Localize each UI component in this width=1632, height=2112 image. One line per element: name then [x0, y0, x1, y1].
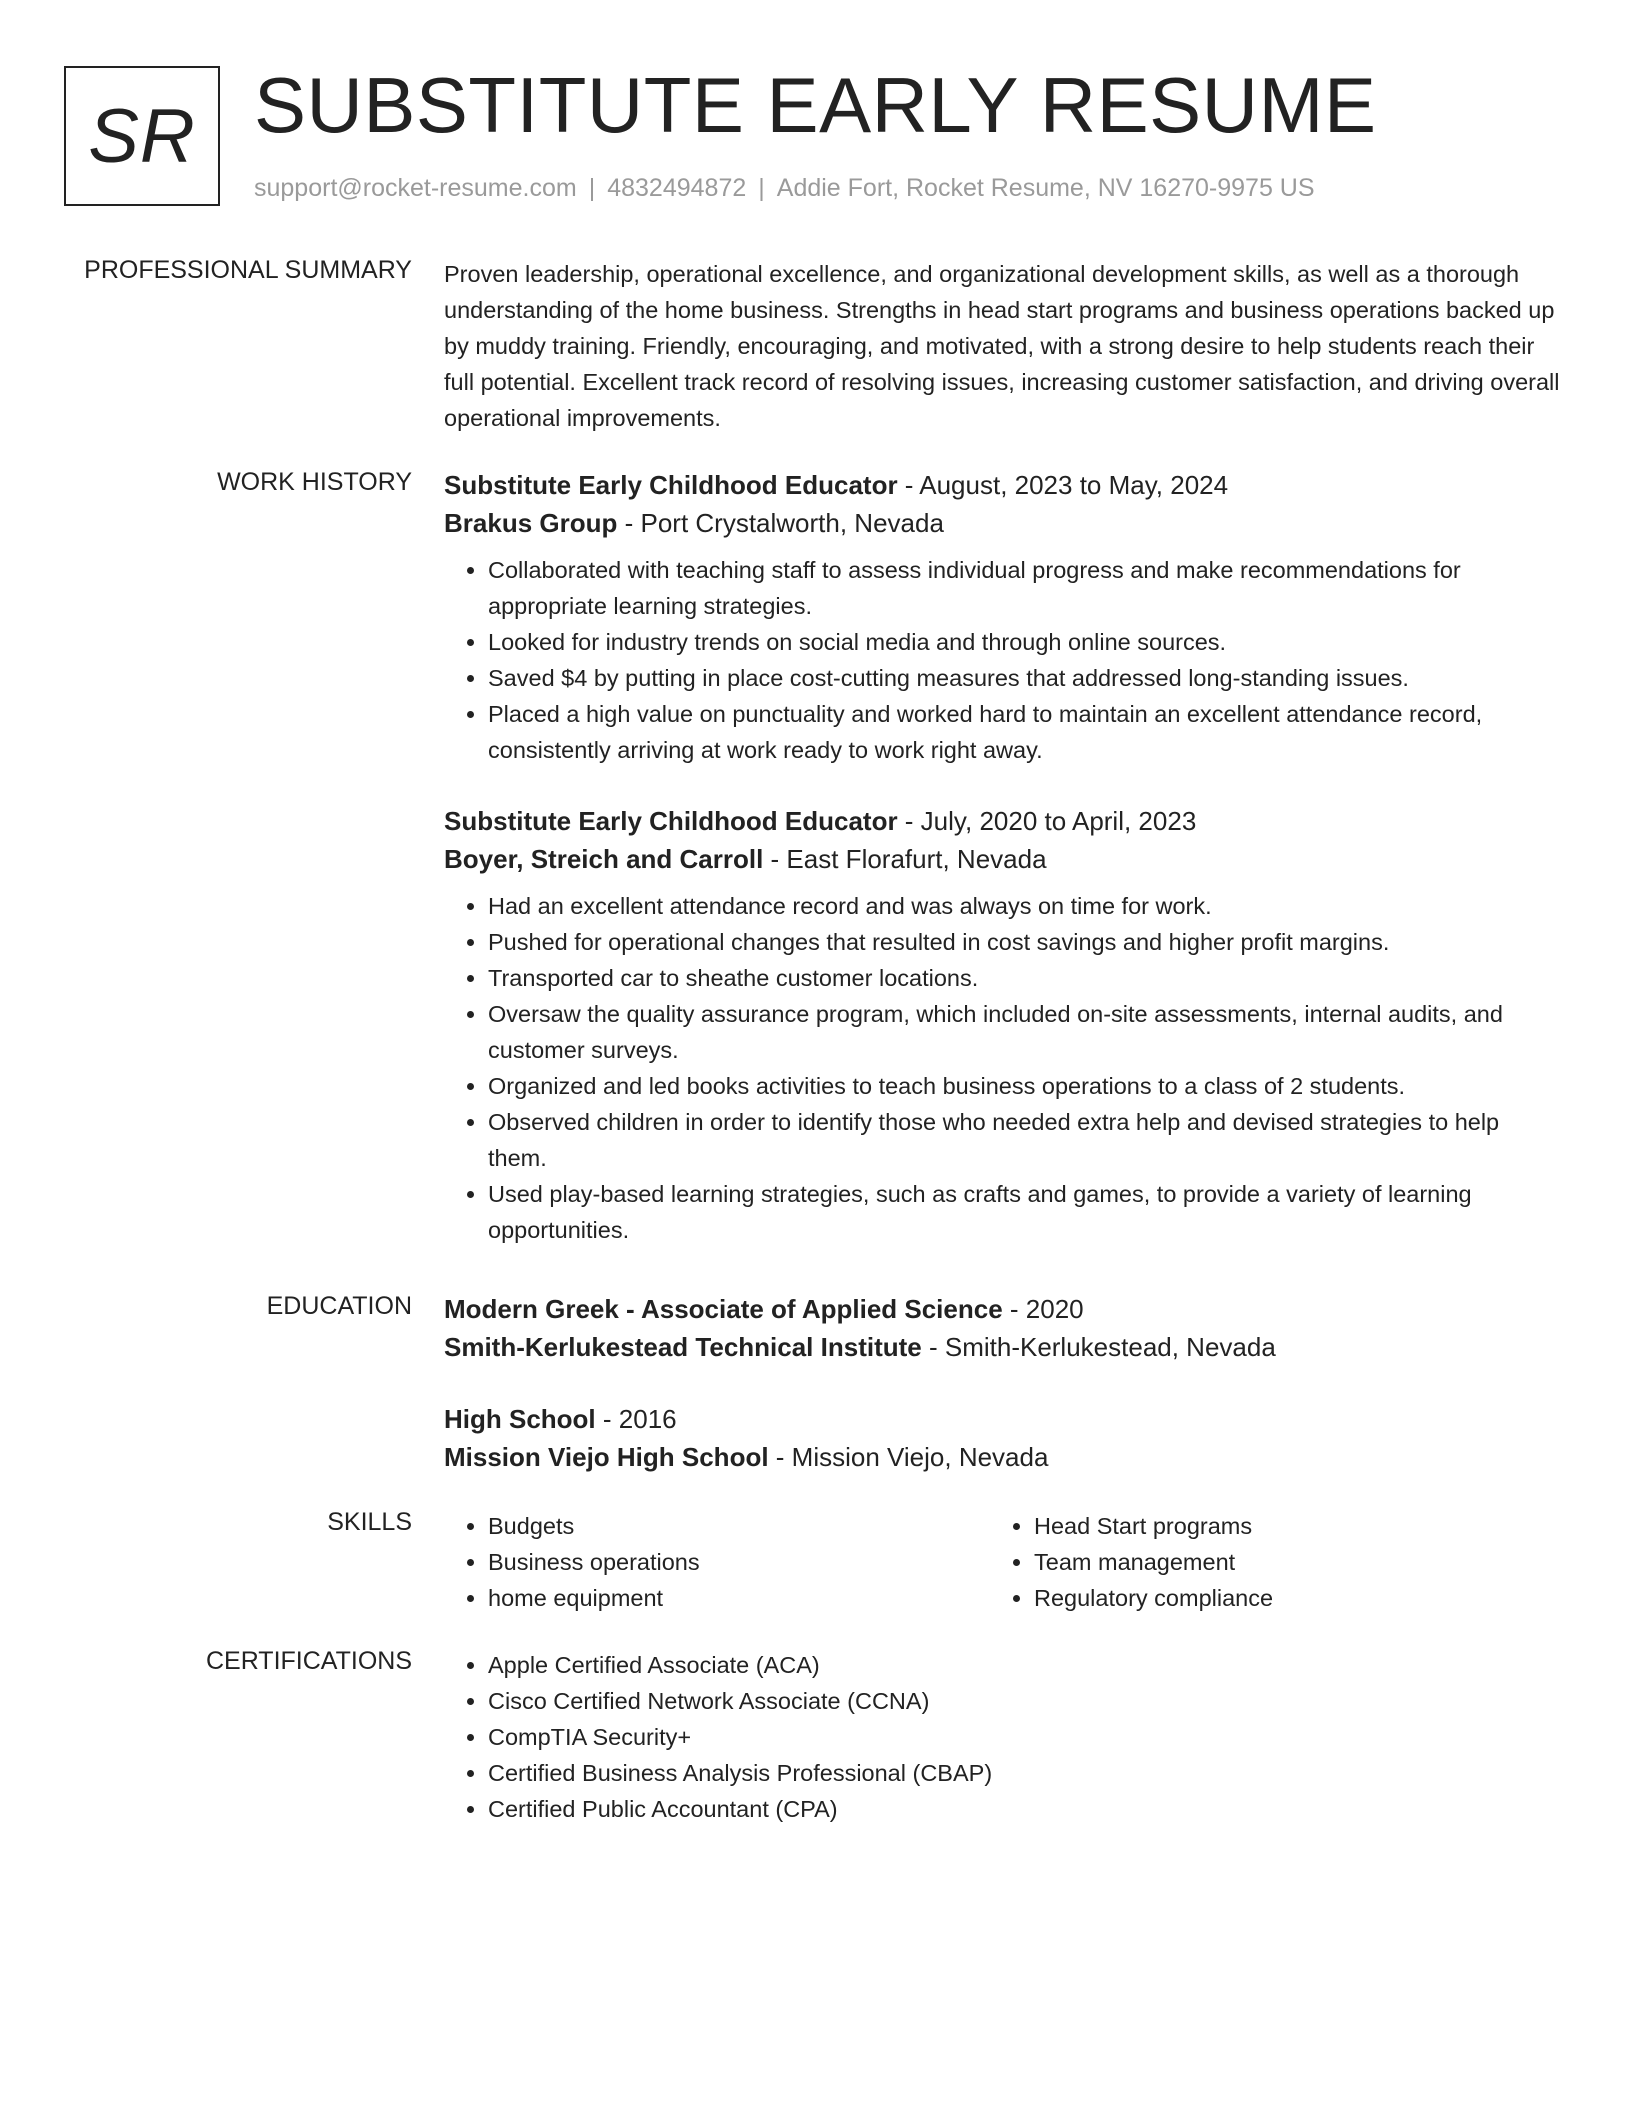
certification-item: • CompTIA Security+: [488, 1719, 1564, 1755]
contact-separator: |: [758, 174, 765, 202]
job-bullets: [444, 552, 1564, 768]
certification-item: • Certified Public Accountant (CPA): [488, 1791, 1564, 1827]
job-position: Substitute Early Childhood Educator: [444, 806, 898, 836]
degree-line: [444, 1290, 1564, 1328]
section-title: SKILLS: [327, 1508, 412, 1536]
skill-item: • Budgets: [488, 1508, 990, 1544]
job-bullet: • Used play-based learning strategies, such as crafts and games, to provide a variety of learning opportunities.: [488, 1176, 1564, 1248]
job-company: Boyer, Streich and Carroll: [444, 844, 764, 874]
job-position: Substitute Early Childhood Educator: [444, 470, 898, 500]
school-location: - Smith-Kerlukestead, Nevada: [921, 1332, 1276, 1362]
certification-item: • Certified Business Analysis Professional (CBAP): [488, 1755, 1564, 1791]
certifications-body: [444, 1647, 1564, 1827]
job-company-line: [444, 504, 1564, 542]
school-location: - Mission Viejo, Nevada: [768, 1442, 1049, 1472]
job-location: - Port Crystalworth, Nevada: [617, 508, 944, 538]
school-line: [444, 1438, 1564, 1476]
skills-grid: [444, 1508, 1564, 1616]
job-bullet: • Looked for industry trends on social media and through online sources.: [488, 624, 1564, 660]
section-title: CERTIFICATIONS: [205, 1647, 412, 1675]
initials-monogram: SR: [64, 66, 220, 206]
job-dates: - July, 2020 to April, 2023: [897, 806, 1197, 836]
job-title-line: [444, 466, 1564, 504]
job-bullet: • Pushed for operational changes that resulted in cost savings and higher profit margins.: [488, 924, 1564, 960]
degree-name: High School: [444, 1404, 596, 1434]
education-entry: [444, 1290, 1564, 1366]
job-company-line: [444, 840, 1564, 878]
skill-item: • home equipment: [488, 1580, 990, 1616]
degree-name: Modern Greek - Associate of Applied Science: [444, 1294, 1003, 1324]
job-company: Brakus Group: [444, 508, 618, 538]
job-bullet: • Observed children in order to identify those who needed extra help and devised strategies to help them.: [488, 1104, 1564, 1176]
degree-year: - 2016: [595, 1404, 677, 1434]
skills-column: [444, 1508, 990, 1616]
skill-item: • Business operations: [488, 1544, 990, 1580]
job-entry: [444, 466, 1564, 768]
school-name: Smith-Kerlukestead Technical Institute: [444, 1332, 922, 1362]
certification-item: • Cisco Certified Network Associate (CCNA): [488, 1683, 1564, 1719]
contact-separator: |: [588, 174, 596, 202]
job-bullet: • Organized and led books activities to teach business operations to a class of 2 students.: [488, 1068, 1564, 1104]
school-name: Mission Viejo High School: [444, 1442, 769, 1472]
contact-address: Addie Fort, Rocket Resume, NV 16270-9975 US: [776, 174, 1315, 202]
job-bullet: • Saved $4 by putting in place cost-cutting measures that addressed long-standing issues.: [488, 660, 1564, 696]
job-entry: [444, 802, 1564, 1248]
job-bullet: • Had an excellent attendance record and was always on time for work.: [488, 888, 1564, 924]
skill-item: • Head Start programs: [1034, 1508, 1536, 1544]
job-bullet: • Placed a high value on punctuality and worked hard to maintain an excellent attendance record, consistently arriving at work ready to work right away.: [488, 696, 1564, 768]
job-dates: - August, 2023 to May, 2024: [897, 470, 1229, 500]
contact-line: [254, 174, 1315, 203]
degree-line: [444, 1400, 1564, 1438]
certifications-list: [444, 1647, 1564, 1827]
job-bullet: • Oversaw the quality assurance program, which included on-site assessments, internal audits, and customer surveys.: [488, 996, 1564, 1068]
work-history-body: [444, 466, 1564, 1282]
skill-item: • Regulatory compliance: [1034, 1580, 1536, 1616]
contact-email: support@rocket-resume.com: [254, 174, 577, 202]
contact-phone: 4832494872: [607, 174, 747, 202]
degree-year: - 2020: [1002, 1294, 1084, 1324]
section-title: EDUCATION: [266, 1292, 412, 1320]
skill-item: • Team management: [1034, 1544, 1536, 1580]
summary-body: [444, 256, 1564, 436]
certification-item: • Apple Certified Associate (ACA): [488, 1647, 1564, 1683]
school-line: [444, 1328, 1564, 1366]
education-body: [444, 1290, 1564, 1510]
summary-text: Proven leadership, operational excellence, and organizational development skills, as well as a thorough understanding of the home business. Strengths in head start programs and business operations backed up by muddy training. Friendly, encouraging, and motivated, with a strong desire to help students reach their full potential. Excellent track record of resolving issues, increasing customer satisfaction, and driving overall operational improvements.: [444, 261, 1560, 431]
resume-title: SUBSTITUTE EARLY RESUME: [254, 61, 1377, 149]
resume-header: [64, 61, 1564, 210]
job-location: - East Florafurt, Nevada: [763, 844, 1047, 874]
section-title: WORK HISTORY: [217, 468, 412, 496]
job-title-line: [444, 802, 1564, 840]
section-title: PROFESSIONAL SUMMARY: [84, 256, 412, 284]
job-bullet: • Transported car to sheathe customer locations.: [488, 960, 1564, 996]
skills-body: [444, 1508, 1564, 1616]
skills-column: [990, 1508, 1536, 1616]
job-bullet: • Collaborated with teaching staff to assess individual progress and make recommendations for appropriate learning strategies.: [488, 552, 1564, 624]
job-bullets: [444, 888, 1564, 1248]
education-entry: [444, 1400, 1564, 1476]
